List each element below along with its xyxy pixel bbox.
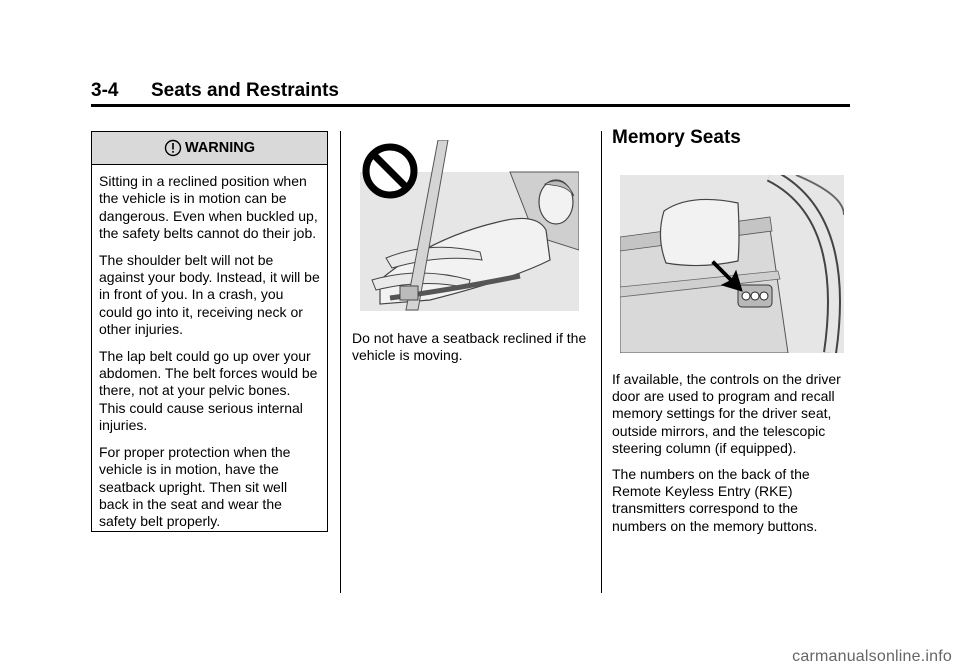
warning-body — [92, 165, 327, 531]
page-header — [91, 80, 850, 102]
warning-title: WARNING — [184, 140, 256, 156]
memory-paragraph: If available, the controls on the driver door are used to program and recall memory settings for the driver seat, outside mirrors, and the telescopic steering column (if equipped). — [612, 371, 841, 456]
warning-icon — [164, 139, 182, 157]
watermark: carmanualsonline.info — [792, 648, 952, 665]
warning-paragraph: Sitting in a reclined position when the vehicle is in motion can be dangerous. Even when buckled up, the safety belts cannot do their job. — [99, 173, 318, 242]
warning-header — [92, 132, 327, 165]
memory-seat-controls-figure — [620, 175, 844, 353]
reclined-seat-illustration — [360, 140, 579, 311]
section-title: Memory Seats — [612, 127, 741, 148]
reclined-seat-figure — [360, 140, 579, 311]
warning-box — [91, 131, 328, 532]
header-rule — [91, 104, 850, 107]
door-panel-illustration — [620, 175, 844, 353]
warning-paragraph: For proper protection when the vehicle is in motion, have the seatback upright. Then sit well back in the seat and wear the safety belt properly. — [99, 443, 291, 530]
column-divider-right — [601, 131, 602, 593]
chapter-title: Seats and Restraints — [151, 80, 339, 101]
warning-paragraph: The shoulder belt will not be against your body. Instead, it will be in front of you. In a crash, you could go into it, receiving neck or other injuries. — [99, 251, 320, 338]
memory-text — [612, 371, 850, 544]
column-divider-left — [340, 131, 341, 593]
memory-paragraph: The numbers on the back of the Remote Keyless Entry (RKE) transmitters correspond to the numbers on the memory buttons. — [612, 466, 818, 534]
warning-paragraph: The lap belt could go up over your abdomen. The belt forces would be there, not at your pelvic bones. This could cause serious internal injuries. — [99, 347, 318, 434]
page-number: 3-4 — [91, 80, 119, 101]
figure-caption: Do not have a seatback reclined if the vehicle is moving. — [352, 330, 587, 363]
